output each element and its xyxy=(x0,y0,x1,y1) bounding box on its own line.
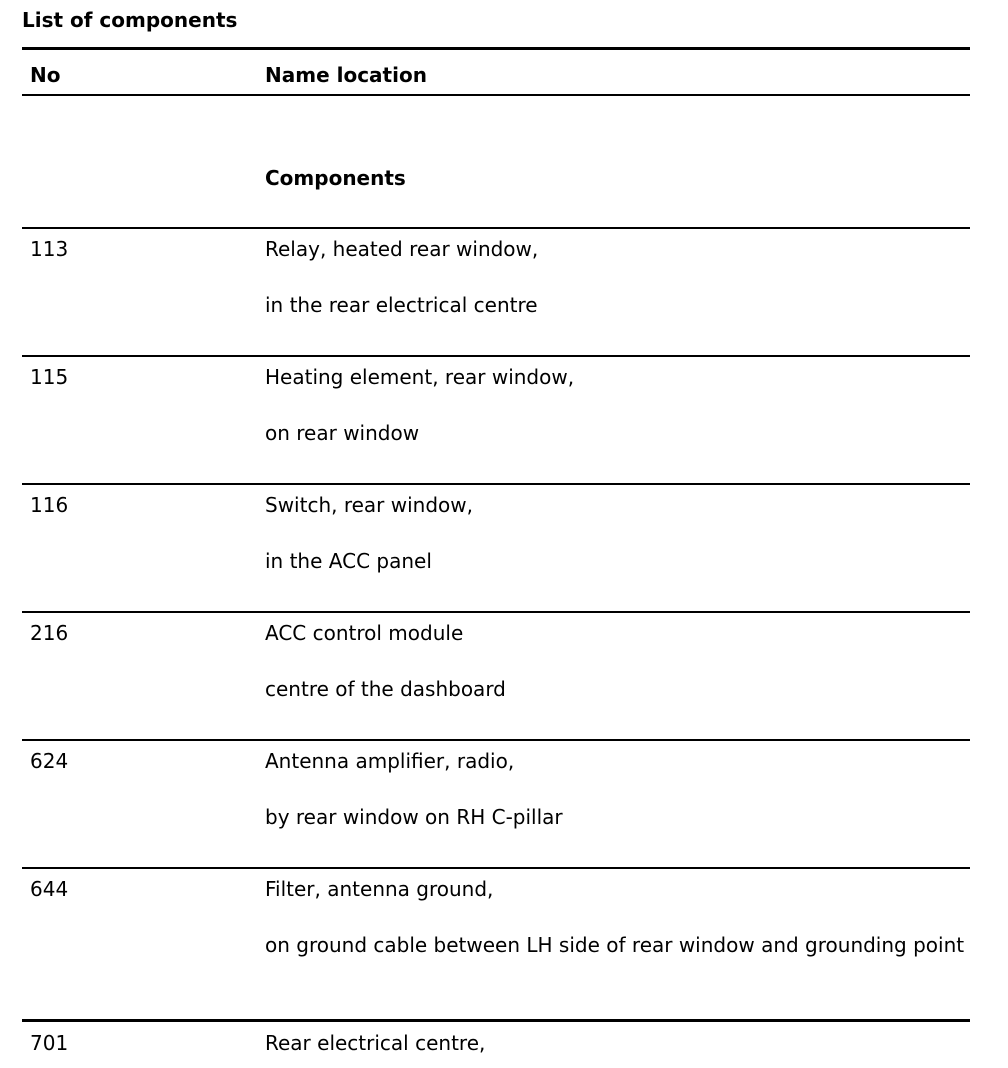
component-location: by rear window on RH C-pillar xyxy=(265,805,563,829)
row-divider xyxy=(22,227,970,229)
row-number: 113 xyxy=(30,237,69,261)
row-divider xyxy=(22,867,970,869)
component-name: Relay, heated rear window, xyxy=(265,237,539,261)
header-bottom-rule xyxy=(22,94,970,96)
component-name: Rear electrical centre, xyxy=(265,1031,486,1055)
row-divider xyxy=(22,739,970,741)
component-name: Antenna amplifier, radio, xyxy=(265,749,515,773)
component-name: Heating element, rear window, xyxy=(265,365,575,389)
row-number: 115 xyxy=(30,365,69,389)
row-number: 644 xyxy=(30,877,69,901)
component-name: Switch, rear window, xyxy=(265,493,473,517)
component-location: in the rear electrical centre xyxy=(265,293,538,317)
row-divider xyxy=(22,355,970,357)
component-location: on rear window xyxy=(265,421,420,445)
header-name-location: Name location xyxy=(265,63,427,87)
row-divider xyxy=(22,483,970,485)
component-name: Filter, antenna ground, xyxy=(265,877,494,901)
component-location: in the ACC panel xyxy=(265,549,432,573)
row-number: 701 xyxy=(30,1031,69,1055)
row-divider xyxy=(22,1019,970,1022)
document-title: List of components xyxy=(22,8,238,32)
table-top-rule xyxy=(22,47,970,50)
section-heading: Components xyxy=(265,166,406,190)
component-location: on ground cable between LH side of rear window and grounding point xyxy=(265,933,965,957)
row-divider xyxy=(22,611,970,613)
row-number: 216 xyxy=(30,621,69,645)
component-location: centre of the dashboard xyxy=(265,677,506,701)
header-no: No xyxy=(30,63,61,87)
row-number: 116 xyxy=(30,493,69,517)
component-name: ACC control module xyxy=(265,621,464,645)
row-number: 624 xyxy=(30,749,69,773)
